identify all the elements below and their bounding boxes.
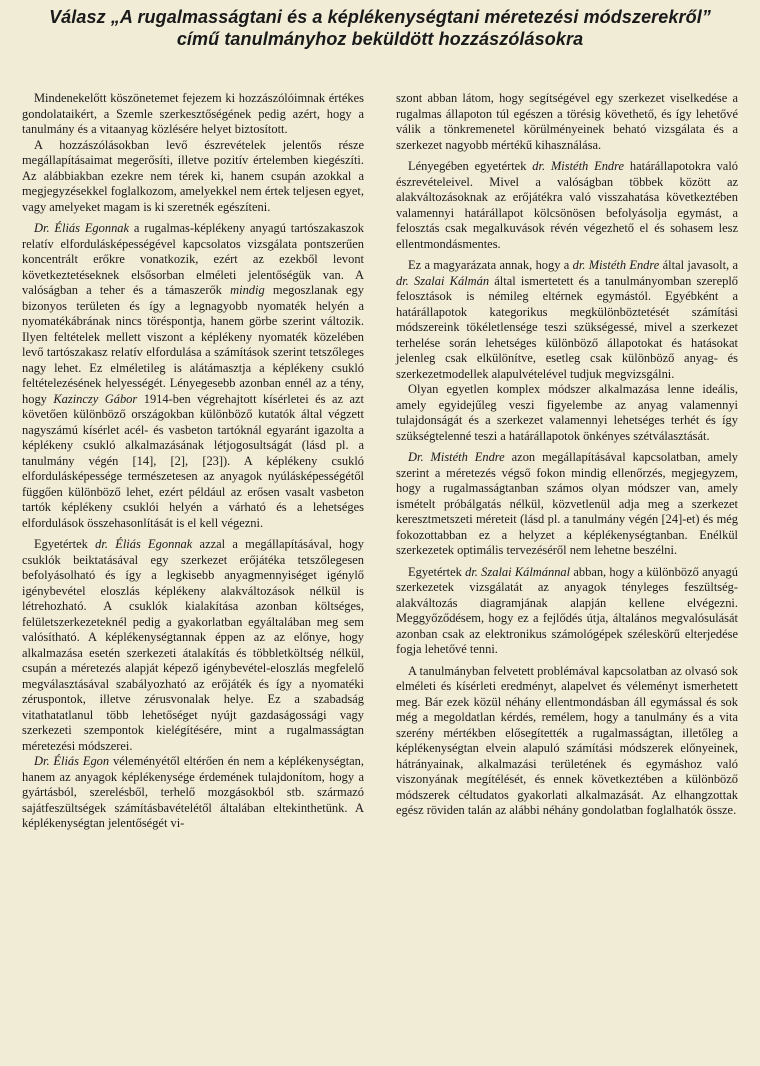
paragraph <box>396 159 738 252</box>
text-run: a rugalmas-képlékeny anyagú tartószakaszok relatív elfordulásképességével kapcsolatos vizsgálata pontszerűen koncentrált erőkre vonatkozik, ezért az ezekből levont következtetéseknek elsősorban elméleti jelentőségük van. A valóságban a teher és a támaszerők <box>22 221 364 297</box>
text-run: Lényegében egyetértek <box>408 159 533 173</box>
paragraph <box>22 754 364 832</box>
author-name: dr. Szalai Kálmán <box>396 273 490 288</box>
text-run: azon megállapításával kapcsolatban, amely szerint a méretezés végső fokon mindig ellenőrzés, megjegyzem, hogy a rugalmasságtanban számos olyan módszer van, amely ismételt próbálgatás nélkül, közvetlenül adja meg a szerkezet keresztmetszeti méreteit (lásd pl. a tanulmány végén [24]-et) és még fokozottabban ez a helyzet a képlékenységtanban. Enélkül szerkezetek optimális tervezéséről nem lehetne beszélni. <box>396 450 738 557</box>
author-name: Kazinczy Gábor <box>53 391 138 406</box>
right-column <box>396 91 738 832</box>
paragraph <box>396 258 738 382</box>
author-name: Dr. Éliás Egon <box>34 754 110 768</box>
text-run: Egyetértek <box>408 564 466 579</box>
text-run: 1914-ben végrehajtott kísérletei és az azt követően különböző országokban különböző kutatók által végzett nagyszámú kísérlet acél- és vasbeton tartóknál egyaránt igazolta a képlékeny csukló alkalmazásának létjogosultságát (lásd pl. a tanulmány végén [14], [2], [23]). A képlékeny csukló elfordulásképessége természetesen az anyagok nyúlásképességétől függően különböző lehet, ezért például az erősen vasalt vasbeton tartók képlékeny csuklói helyén a várható és a lehetséges elfordulások összehasonlítását is el kell végezni. <box>22 391 364 530</box>
paragraph: A tanulmányban felvetett problémával kapcsolatban az olvasó sok elméleti és kísérleti eredményt, alapelvet és véleményt ismerhetett meg. Bár ezek közül néhány ellentmondásban áll egymással és sok még a megoldatlan kérdés, remélem, hogy a tanulmány és a vita szerény mértékben elősegítették a rugalmasságtan, illetőleg a képlékenységtan elvein alapuló számítási módszerek előnyeinek, hátrányainak, alkalmazási területének és egymáshoz való viszonyának megítélését, és ennek következtében a különböző módszerek céltudatos gyakorlati alkalmazását. Az elhangzottak egész röviden talán az alábbi néhány gondolatban foglalhatók össze. <box>396 663 738 817</box>
text-run: Egyetértek <box>34 537 96 551</box>
paragraph: Olyan egyetlen komplex módszer alkalmazása lenne ideális, amely egyidejűleg veszi figyelembe az anyag valamennyi tulajdonságát és a szerkezet valamennyi lehetséges terhét és így szükségtelenné teszi a határállapotok önkényes szétválasztását. <box>396 382 738 443</box>
paragraph <box>396 565 738 658</box>
author-name: Dr. Éliás Egonnak <box>34 221 130 235</box>
paragraph <box>22 221 364 531</box>
left-column <box>22 91 364 832</box>
text-run: megoszlanak egy bizonyos területen és így a legnagyobb nyomaték helyén a nyomatékábrának nincs töréspontja, hanem görbe szerint változik. Ilyen feltételek mellett viszont a képlékeny nyomaték közelében levő tartószakasz relatív elfordulása a számítások szerint tetszőleges nagy lehet. Ez elméletileg is alátámasztja a képlékeny csukló feltételezésének helyességét. Lényegesebb azonban ennél az a tény, hogy <box>22 283 364 406</box>
text-run: Ez a magyarázata annak, hogy a <box>408 258 573 272</box>
author-name: dr. Mistéth Endre <box>572 258 660 272</box>
text-run: határállapotokra való észrevételeivel. Mivel a valóságban többek között az alakváltozásoknak az erőjátékra való visszahatása következtében valamennyi határállapot kölcsönösen befolyásolja egymást, a felosztás csak megalkuvások révén végezhető el és sohasem lesz ellentmondásmentes. <box>396 159 739 251</box>
paragraph: Mindenekelőtt köszönetemet fejezem ki hozzászólóimnak értékes gondolataikért, a Szemle szerkesztőségének pedig azért, hogy a tanulmány és a vitaanyag közlésére helyet biztosított. <box>22 91 364 136</box>
author-name: dr. Éliás Egonnak <box>95 537 193 551</box>
text-run: által ismertetett és a tanulmányomban szereplő felosztások is némileg eltérnek egymástól. Egyébként a határállapotok kategorikus megkülönböztetését számítási módszereink tökéletlensége teszi szükségessé, mivel a szerkezet terhelése során lehetséges különböző állapotokat és hatásokat jelenleg csak elkülönítve, esetleg csak különböző anyag- és szerkezetmodellek alapulvételével tudjuk megvizsgálni. <box>396 273 738 381</box>
text-run: véleményétől eltérően én nem a képlékenységtan, hanem az anyagok képlékenysége érdemének tulajdonítom, hogy a gyártásból, szerelésből, terhelő mozgásokból stb. származó sajátfeszültségek számításbavételétől általában eltekinthetünk. A képlékenységtan jelentőségét vi- <box>22 754 365 830</box>
text-run: által javasolt, a <box>659 258 739 272</box>
article-title <box>22 6 738 50</box>
author-name: dr. Mistéth Endre <box>532 159 625 173</box>
paragraph: szont abban látom, hogy segítségével egy szerkezet viselkedése a rugalmas állapoton túl egészen a törésig követhető, és így lehetővé válik a tönkremenetel körülményeinek beható vizsgálata és a szerkezet nagyobb mértékű kihasználása. <box>396 91 738 152</box>
author-name: Dr. Mistéth Endre <box>408 450 505 464</box>
title-line-1: Válasz „A rugalmasságtani és a képlékenységtani méretezési módszerekről” <box>49 7 711 27</box>
paragraph <box>396 450 738 559</box>
text-columns <box>22 91 738 832</box>
title-line-2: című tanulmányhoz beküldött hozzászólásokra <box>176 29 584 49</box>
text-run: azzal a megállapításával, hogy csuklók beiktatásával egy szerkezet erőjátéka tetszőlegesen befolyásolható és így a legkisebb anyagmennyiséget igénylő igénybevétel eloszlás képlékeny alakváltozások nélkül is létrehozható. A csuklók kialakítása azonban költséges, felületszerkezeteknél pedig a gyakorlatban egyáltalában meg sem valósítható. A képlékenységtannak éppen az az előnye, hogy alkalmazása esetén szerkezeti átalakítás és többletköltség nélkül, csupán a méretezés alapját képező igénybevétel-eloszlás megfelelő megválasztásával szabályozható az erőjáték és így a nyomatéki zéruspontok, illetve zérusvonalak helye. Ez a szabadság vitathatatlanul több lehetőséget nyújt gazdaságossági vagy szerkezeti szempontok kielégítésére, mint a rugalmasságtan méretezési módszerei. <box>22 537 364 753</box>
text-run: abban, hogy a különböző anyagú szerkezetek vizsgálatát az anyagok tényleges feszültség-alakváltozás diagramjának alapján kellene elvégezni. Meggyőződésem, hogy ez a fejlődés útja, általános megvalósulását azonban csak az elektronikus számológépek széleskörű elterjedése fogja lehetővé tenni. <box>396 564 738 656</box>
paragraph <box>22 537 364 754</box>
emphasis: mindig <box>230 283 265 297</box>
author-name: dr. Szalai Kálmánnal <box>465 564 571 579</box>
paragraph: A hozzászólásokban levő észrevételek jelentős része megállapításaimat megerősíti, illetve pozitív értelemben kiegészíti. Az alábbiakban ezekre nem térek ki, hanem csupán azokkal a megjegyzésekkel foglalkozom, amelyekkel nem értek teljesen egyet, vagy amelyeket magam is ki szeretnék egészíteni. <box>22 137 364 214</box>
